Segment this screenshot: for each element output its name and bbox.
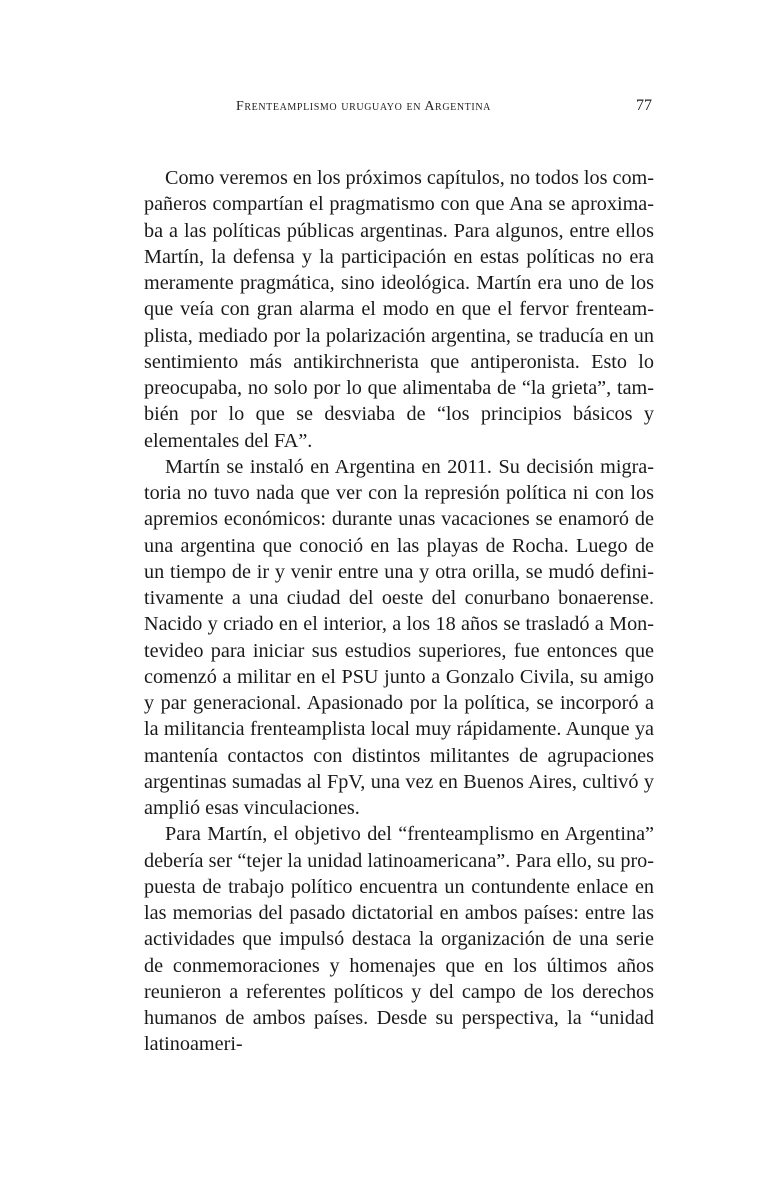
page-number: 77 (636, 97, 652, 114)
running-header-title: Frenteamplismo uruguayo en Argentina (236, 99, 491, 114)
body-text (144, 165, 654, 1058)
paragraph: Martín se instaló en Argentina en 2011. Su decisión migratoria no tuvo nada que ver con la represión política ni con los apremios económicos: durante unas vacaciones se enamoró de una argentina que conoció en las playas de Rocha. Luego de un tiempo de ir y venir entre una y otra orilla, se mudó definitivamente a una ciudad del oeste del conurbano bonaerense. Nacido y criado en el interior, a los 18 años se trasladó a Montevideo para iniciar sus estudios superiores, fue entonces que comenzó a militar en el PSU junto a Gonzalo Civila, su amigo y par generacional. Apasionado por la política, se incorporó a la militancia frenteamplista local muy rápidamente. Aunque ya mantenía contactos con distintos militantes de agrupaciones argentinas sumadas al FpV, una vez en Buenos Aires, cultivó y amplió esas vinculaciones. (144, 455, 654, 819)
paragraph: Para Martín, el objetivo del “frenteamplismo en Argentina” debería ser “tejer la unidad latinoamericana”. Para ello, su propuesta de trabajo político encuentra un contundente enlace en las memorias del pasado dictatorial en ambos países: entre las actividades que impulsó destaca la organización de una serie de conmemoraciones y homenajes que en los últimos años reunieron a referentes políticos y del campo de los derechos humanos de ambos países. Desde su perspectiva, la “unidad latinoameri- (144, 823, 654, 1056)
paragraph: Como veremos en los próximos capítulos, no todos los compañeros compartían el pragmatismo con que Ana se aproximaba a las políticas públicas argentinas. Para algunos, entre ellos Martín, la defensa y la participación en estas políticas no era meramente pragmática, sino ideológica. Martín era uno de los que veía con gran alarma el modo en que el fervor frenteamplista, mediado por la polarización argentina, se traducía en un sentimiento más antikirchnerista que antiperonista. Esto lo preocupaba, no solo por lo que alimentaba de “la grieta”, también por lo que se desviaba de “los principios básicos y elementales del FA”. (144, 167, 654, 452)
